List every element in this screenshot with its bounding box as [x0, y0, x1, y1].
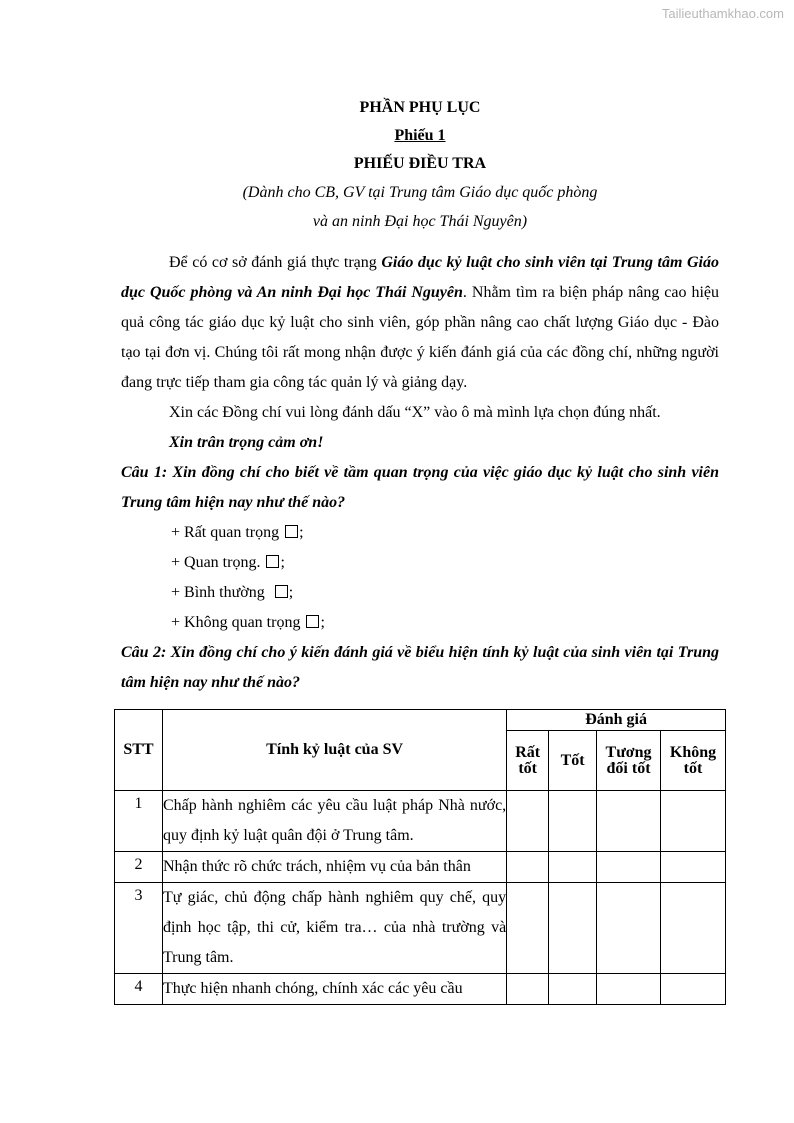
- table-row: [115, 852, 726, 883]
- thanks-line: Xin trân trọng cảm ơn!: [169, 434, 324, 451]
- sheet-number-line: [121, 122, 719, 150]
- intro-paragraph: [121, 248, 719, 398]
- rating-cell[interactable]: [597, 974, 661, 1005]
- appendix-title: PHẦN PHỤ LỤC: [359, 99, 481, 116]
- option-label: + Rất quan trọng: [171, 524, 280, 541]
- rating-cell[interactable]: [507, 883, 549, 974]
- row-stt: 2: [115, 852, 163, 883]
- row-stt: 1: [115, 791, 163, 852]
- rating-cell[interactable]: [507, 974, 549, 1005]
- question-1: Câu 1: Xin đồng chí cho biết về tầm quan trọng của việc giáo dục kỷ luật cho sinh viên Trung tâm hiện nay như thế nào?: [121, 464, 719, 511]
- audience-line-2: và an ninh Đại học Thái Nguyên): [312, 213, 528, 230]
- question-2-text: : Xin đồng chí cho ý kiến đánh giá về biểu hiện tính kỷ luật của sinh viên tại Trung tâm hiện nay như thế nào?: [121, 644, 719, 691]
- rating-cell[interactable]: [661, 791, 726, 852]
- header-discipline: Tính kỷ luật của SV: [162, 710, 506, 791]
- header-evaluation: Đánh giá: [507, 710, 726, 731]
- rating-cell[interactable]: [597, 852, 661, 883]
- rating-cell[interactable]: [549, 852, 597, 883]
- header-not-good: Không tốt: [661, 731, 726, 791]
- checkbox[interactable]: [275, 585, 288, 598]
- instruction-paragraph: Xin các Đồng chí vui lòng đánh dấu “X” vào ô mà mình lựa chọn đúng nhất.: [169, 404, 661, 421]
- header-stt: STT: [115, 710, 163, 791]
- rating-cell[interactable]: [549, 974, 597, 1005]
- rating-cell[interactable]: [661, 974, 726, 1005]
- row-description: Thực hiện nhanh chóng, chính xác các yêu cầu: [162, 974, 506, 1005]
- header-fairly-good: Tương đối tốt: [597, 731, 661, 791]
- table-row: [115, 974, 726, 1005]
- option-suffix: ;: [320, 614, 325, 631]
- row-description: Tự giác, chủ động chấp hành nghiêm quy chế, quy định học tập, thi cử, kiểm tra… của nhà trường và Trung tâm.: [162, 883, 506, 974]
- checkbox[interactable]: [285, 525, 298, 538]
- header-good: Tốt: [549, 731, 597, 791]
- rating-cell[interactable]: [661, 852, 726, 883]
- intro-end: . Nhằm tìm ra biện pháp nâng cao hiệu quả công tác giáo dục kỷ luật cho sinh viên, góp phần nâng cao chất lượng Giáo dục - Đào tạo tại đơn vị. Chúng tôi rất mong nhận được ý kiến đánh giá của các đồng chí, những người đang trực tiếp tham gia công tác quản lý và giảng dạy.: [121, 284, 719, 391]
- checkbox[interactable]: [306, 615, 319, 628]
- watermark: Tailieuthamkhao.com: [661, 6, 784, 21]
- table-row: [115, 883, 726, 974]
- rating-cell[interactable]: [597, 791, 661, 852]
- intro-topic: Giáo dục kỷ luật cho sinh viên tại Trung tâm Giáo dục Quốc phòng và An ninh Đại học Thái Nguyên: [121, 254, 720, 301]
- evaluation-table: [114, 709, 726, 1005]
- audience-line-1: (Dành cho CB, GV tại Trung tâm Giáo dục quốc phòng: [242, 184, 598, 201]
- option-label: + Quan trọng.: [171, 554, 261, 571]
- question-1-options: [121, 518, 719, 638]
- sheet-number: Phiếu 1: [394, 127, 446, 144]
- header-very-good: Rất tốt: [507, 731, 549, 791]
- rating-cell[interactable]: [549, 883, 597, 974]
- rating-cell[interactable]: [507, 852, 549, 883]
- option-important: [121, 548, 719, 578]
- row-stt: 3: [115, 883, 163, 974]
- checkbox[interactable]: [266, 555, 279, 568]
- row-stt: 4: [115, 974, 163, 1005]
- rating-cell[interactable]: [597, 883, 661, 974]
- option-suffix: ;: [280, 554, 285, 571]
- rating-cell[interactable]: [507, 791, 549, 852]
- form-title: PHIẾU ĐIỀU TRA: [353, 155, 487, 172]
- table-row: [115, 791, 726, 852]
- option-not-important: [121, 608, 719, 638]
- row-description: Chấp hành nghiêm các yêu cầu luật pháp Nhà nước, quy định kỷ luật quân đội ở Trung tâm.: [162, 791, 506, 852]
- option-very-important: [121, 518, 719, 548]
- option-suffix: ;: [288, 584, 294, 601]
- question-2: [121, 638, 719, 698]
- document-page: [121, 94, 719, 698]
- option-suffix: ;: [299, 524, 304, 541]
- option-label: + Bình thường: [171, 584, 265, 601]
- option-label: + Không quan trọng: [171, 614, 301, 631]
- rating-cell[interactable]: [549, 791, 597, 852]
- rating-cell[interactable]: [661, 883, 726, 974]
- question-2-label: Câu 2: [121, 644, 161, 661]
- option-normal: [121, 578, 719, 608]
- table-header-row-1: [115, 710, 726, 731]
- intro-start: Để có cơ sở đánh giá thực trạng: [169, 254, 382, 271]
- row-description: Nhận thức rõ chức trách, nhiệm vụ của bản thân: [162, 852, 506, 883]
